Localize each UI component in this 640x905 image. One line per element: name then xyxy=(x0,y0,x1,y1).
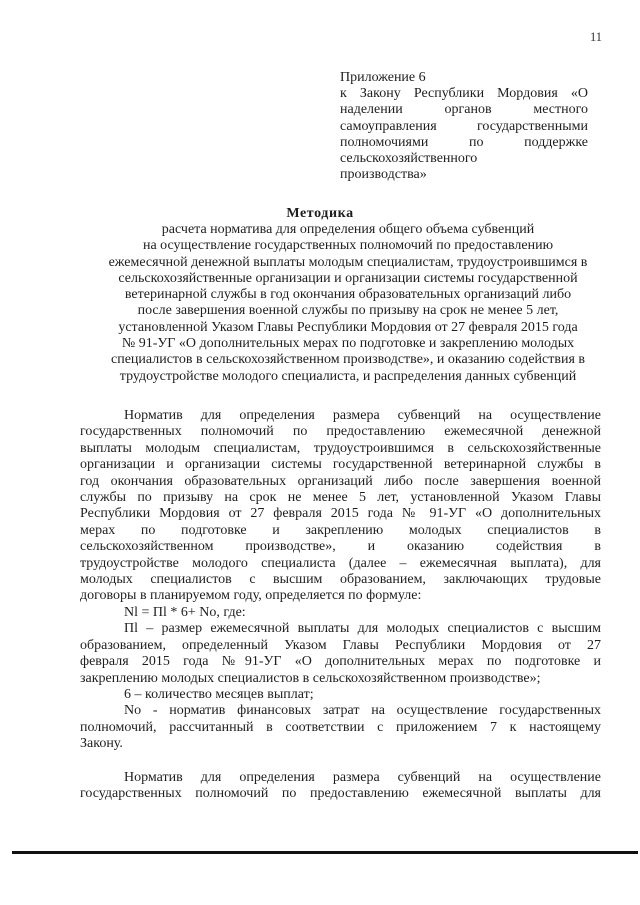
appendix-line: полномочиями по поддержке xyxy=(340,134,588,150)
paragraph-line: выплаты молодым специалистам, трудоустроившимся в сельскохозяйственные xyxy=(80,440,601,456)
definition-line: Закону. xyxy=(80,736,123,752)
subtitle-line: сельскохозяйственные организации и организации системы государственной xyxy=(118,270,578,286)
page-number: 11 xyxy=(589,30,602,44)
subtitle-line: № 91-УГ «О дополнительных мерах по подготовке и закреплению молодых xyxy=(121,336,575,352)
subtitle-line: ежемесячной денежной выплаты молодым специалистам, трудоустроившимся в xyxy=(108,254,588,270)
paragraph-line: организации и организации системы государственной ветеринарной службы в xyxy=(80,457,601,473)
definition-line: образованием, определенный Указом Главы Республики Мордовия от 27 xyxy=(80,637,601,653)
definition-line: закреплению молодых специалистов в сельскохозяйственном производстве»; xyxy=(80,670,541,686)
definition-line: Пl – размер ежемесячной выплаты для молодых специалистов с высшим xyxy=(124,621,601,637)
appendix-line: наделении органов местного xyxy=(340,102,588,118)
appendix-line: самоуправления государственными xyxy=(340,118,588,134)
paragraph-line: год окончания образовательных организаций либо после завершения военной xyxy=(80,473,601,489)
paragraph-line: службы по призыву на срок не менее 5 лет, установленной Указом Главы xyxy=(80,490,601,506)
definition-line: Nо - норматив финансовых затрат на осуществление государственных xyxy=(124,703,601,719)
definition-line: 6 – количество месяцев выплат; xyxy=(124,686,314,702)
document-title: Методика xyxy=(286,206,354,221)
subtitle-line: специалистов в сельскохозяйственном производстве», и оказанию содействия в xyxy=(110,352,586,368)
paragraph-line: сельскохозяйственном производстве», и оказанию содействия в xyxy=(80,539,601,555)
subtitle-line: трудоустройстве молодого специалиста, и распределения данных субвенций xyxy=(119,368,577,384)
subtitle-line: после завершения военной службы по призыву на срок не менее 5 лет, xyxy=(137,303,559,319)
paragraph-line: Республики Мордовия от 27 февраля 2015 года № 91-УГ «О дополнительных xyxy=(80,506,601,522)
document-subtitle xyxy=(88,222,608,385)
appendix-header xyxy=(340,70,588,183)
paragraph-2 xyxy=(80,770,601,803)
subtitle-line: на осуществление государственных полномочий по предоставлению xyxy=(142,238,554,254)
paragraph-line: государственных полномочий по предоставлению ежемесячной выплаты для xyxy=(80,786,601,802)
bottom-rule xyxy=(12,851,638,854)
formula: Nl = Пl * 6+ Nо, где: xyxy=(124,604,246,620)
paragraph-line: молодых специалистов с высшим образованием, заключающих трудовые xyxy=(80,572,601,588)
paragraph-1 xyxy=(80,408,601,753)
paragraph-line: государственных полномочий по предоставлению ежемесячной денежной xyxy=(80,424,601,440)
paragraph-line: мерах по подготовке и закреплению молодых специалистов в xyxy=(80,522,601,538)
paragraph-line: договоры в планируемом году, определяется по формуле: xyxy=(80,588,422,604)
appendix-line: производства» xyxy=(340,167,427,183)
subtitle-line: установленной Указом Главы Республики Мордовия от 27 февраля 2015 года xyxy=(118,319,578,335)
appendix-line: Приложение 6 xyxy=(340,70,426,85)
subtitle-line: расчета норматива для определения общего объема субвенций xyxy=(161,222,535,237)
definition-line: полномочий, рассчитанный в соответствии с приложением 7 к настоящему xyxy=(80,719,601,735)
subtitle-line: ветеринарной службы в год окончания образовательных организаций либо xyxy=(124,287,572,303)
paragraph-line: Норматив для определения размера субвенций на осуществление xyxy=(124,770,601,785)
appendix-line: к Закону Республики Мордовия «О xyxy=(340,86,588,102)
appendix-line: сельскохозяйственного xyxy=(340,151,478,167)
paragraph-line: трудоустройстве молодого специалиста (далее – ежемесячная выплата), для xyxy=(80,555,601,571)
definition-line: февраля 2015 года №91-УГ «О дополнительных мерах по подготовке и xyxy=(80,654,601,670)
paragraph-line: Норматив для определения размера субвенций на осуществление xyxy=(124,408,601,423)
